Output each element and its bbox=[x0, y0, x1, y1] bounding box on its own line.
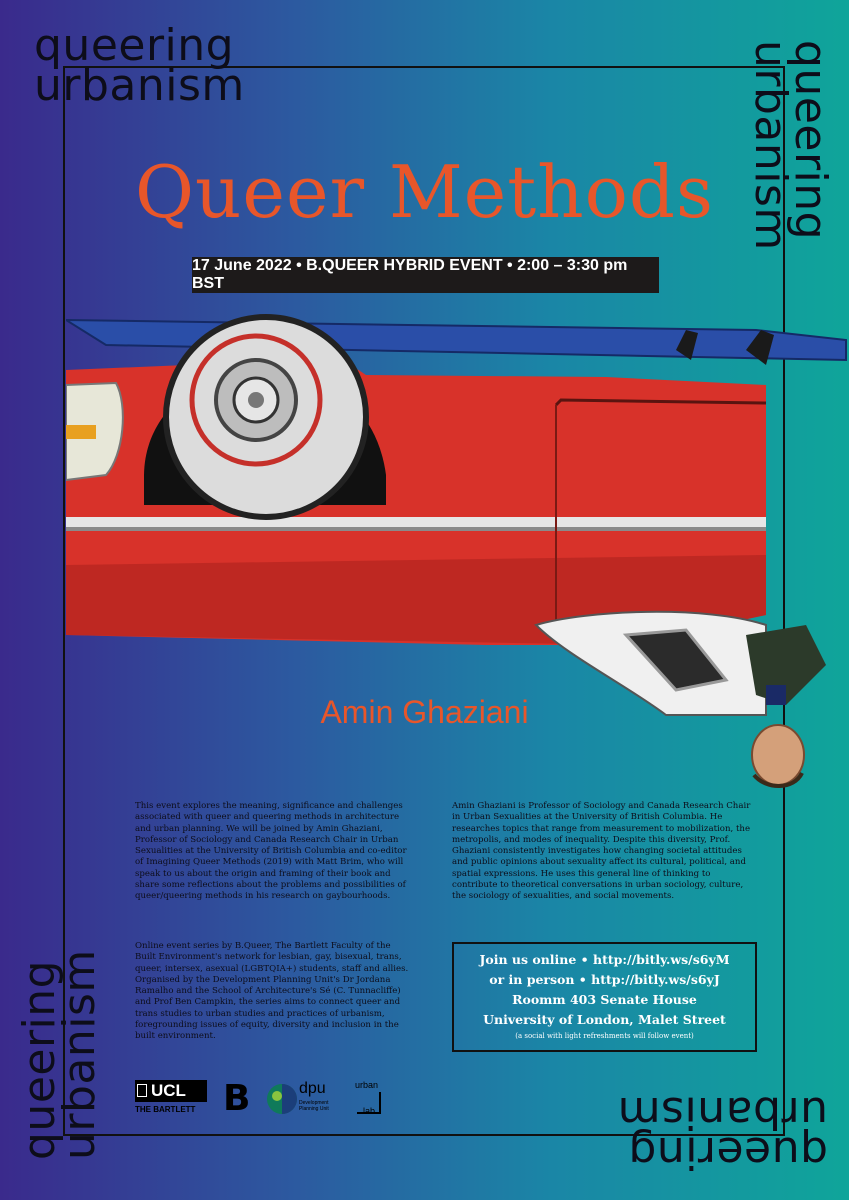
chrome-trim bbox=[66, 517, 766, 527]
venue-room: Roomm 403 Senate House bbox=[512, 992, 697, 1007]
event-title: Queer Methods bbox=[135, 150, 714, 234]
ucl-logo: UCL THE BARTLETT bbox=[135, 1080, 207, 1114]
venue-address: University of London, Malet Street bbox=[483, 1012, 726, 1027]
social-note: (a social with light refreshments will follow event) bbox=[515, 1032, 694, 1040]
wordmark-bottom-left: queering urbanism bbox=[14, 949, 105, 1160]
bartlett-label: THE BARTLETT bbox=[135, 1105, 196, 1114]
speaker-name: Amin Ghaziani bbox=[320, 694, 529, 730]
wordmark-bottom-right: queering urbanism bbox=[617, 1087, 828, 1178]
logo-row: UCL THE BARTLETT B dpu Development Planning Unit urban lab bbox=[135, 1080, 395, 1120]
tail-light bbox=[66, 425, 96, 439]
urban-lab-logo: urban lab bbox=[355, 1080, 395, 1118]
series-info: Online event series by B.Queer, The Bartlett Faculty of the Built Environment's network for lesbian, gay, bisexual, trans, queer, intersex, asexual (LGBTQIA+) students, staff and allies. Organised by the Development Planning Unit's Dr Jordana Ramalho and the School of Architecture's Sé (C. Tunnacliffe) and Prof Ben Campkin, the series aims to connect queer and trans studies to urban studies and practices of urbanism, foregrounding issues of equity, diversity and inclusion in the built environment. bbox=[135, 941, 409, 1042]
event-date-band: 17 June 2022 • B.QUEER HYBRID EVENT • 2:00 – 3:30 pm BST bbox=[192, 257, 659, 293]
figure-head bbox=[752, 725, 804, 785]
speaker-bio: Amin Ghaziani is Professor of Sociology and Canada Research Chair in Urban Sexualities at the University of British Columbia. He researches topics that range from measurement to mobilization, the metropolis, and modes of inequality. Despite this diversity, Prof. Ghaziani consistently investigates how changing societal attitudes and public opinions about sexuality affect its cultural, political, and spatial expressions. He uses this general line of thinking to contribute to theoretical conversations in urban sociology, culture, the sociology of sexualities, and social movements. bbox=[452, 801, 751, 902]
b-queer-logo: B bbox=[223, 1078, 251, 1119]
car-roof bbox=[66, 320, 846, 360]
wordmark-top-right: queering urbanism bbox=[745, 40, 836, 251]
wordmark-top-left: queering urbanism bbox=[34, 20, 245, 111]
chrome-trim-shadow bbox=[66, 527, 766, 531]
event-description: This event explores the meaning, significance and challenges associated with queer and queering methods in architecture and urban planning. We will be joined by Amin Ghaziani, Professor of Sociology and Canada Research Chair in Urban Sexualities at the University of British Columbia and co-editor of Imagining Queer Methods (2019) with Matt Brim, who will speak to us about the origin and framing of their book and share some reflections about the problems and possibilities of queer/queering methods in his research on gaybourhoods. bbox=[135, 801, 407, 902]
join-info-box bbox=[452, 942, 757, 1052]
dpu-globe-icon bbox=[265, 1082, 299, 1116]
hubcap-center bbox=[248, 392, 264, 408]
join-online-link[interactable]: Join us online • http://bitly.ws/s6yM bbox=[479, 952, 730, 967]
join-in-person-link[interactable]: or in person • http://bitly.ws/s6yJ bbox=[489, 972, 720, 987]
